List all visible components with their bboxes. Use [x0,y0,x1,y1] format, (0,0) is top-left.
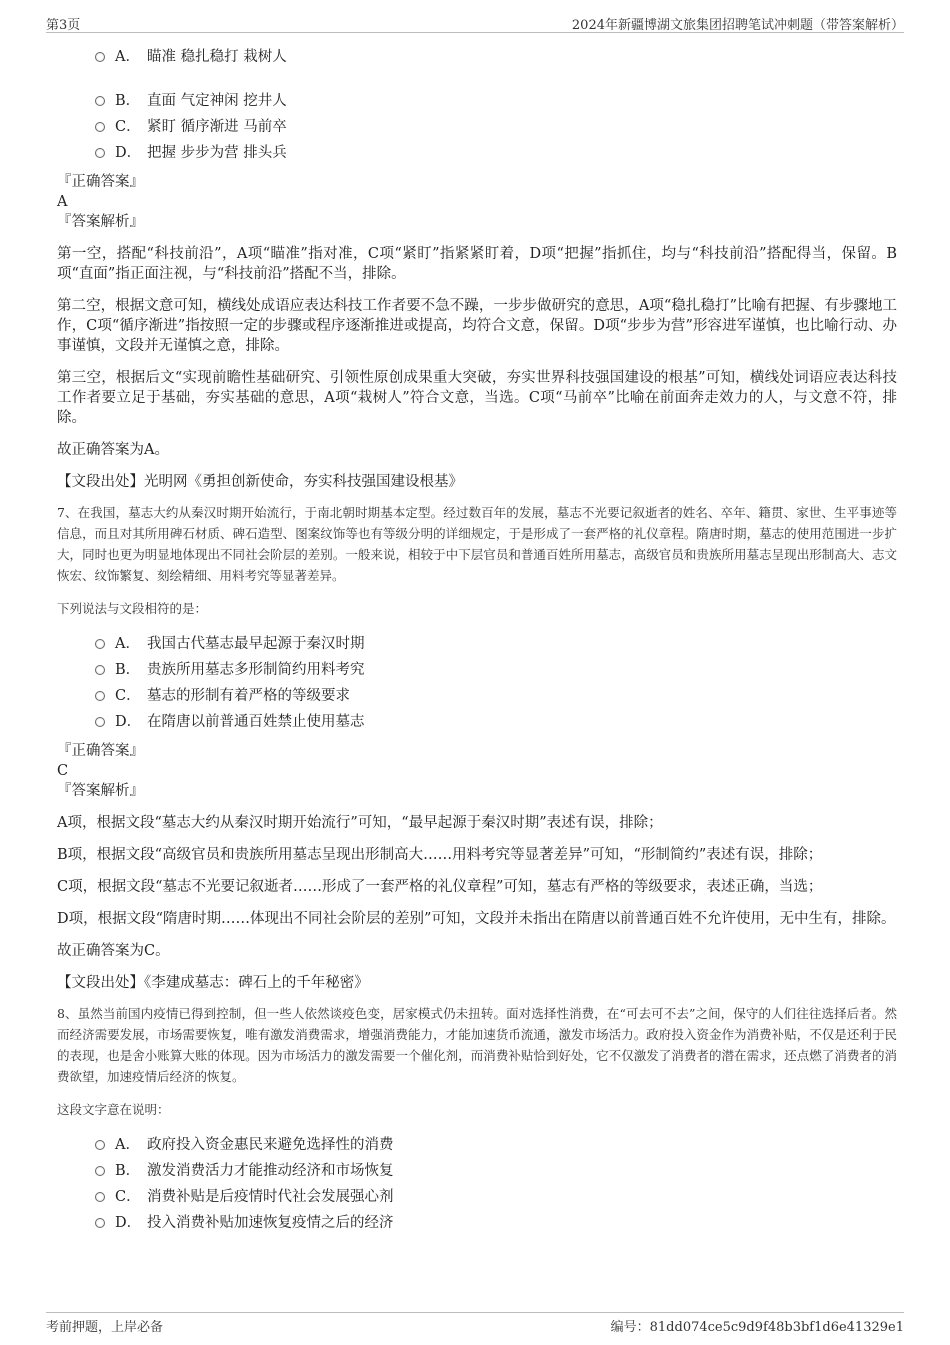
question-8-prompt: 这段文字意在说明： [57,1102,170,1117]
option-letter: B． [115,662,141,678]
page-header [46,12,904,33]
analysis-label: 『答案解析』 [57,214,144,230]
radio-icon[interactable] [95,148,105,158]
option-text: 政府投入资金惠民来避免选择性的消费 [147,1137,394,1153]
option-text: 激发消费活力才能推动经济和市场恢复 [147,1163,394,1179]
option-text: 贵族所用墓志多形制简约用料考究 [147,662,365,678]
option-text: 紧盯 循序渐进 马前卒 [147,119,287,135]
radio-icon[interactable] [95,691,105,701]
radio-icon[interactable] [95,1166,105,1176]
radio-icon[interactable] [95,639,105,649]
radio-icon[interactable] [95,52,105,62]
option-letter: A． [115,49,140,65]
option-letter: A． [115,636,140,652]
source-citation: 【文段出处】《李建成墓志：碑石上的千年秘密》 [57,975,369,991]
question-7-options [57,631,897,735]
question-7-prompt: 下列说法与文段相符的是： [57,601,208,616]
option-c[interactable] [57,683,897,709]
radio-icon[interactable] [95,1192,105,1202]
document-code: 编号：81dd074ce5c9d9f48b3bf1d6e41329e1 [610,1320,904,1335]
analysis-paragraph: 第二空，根据文意可知，横线处成语应表达科技工作者要不急不躁，一步步做研究的意思，A项“稳扎稳打”比喻有把握、有步骤地工作，C项“循序渐进”指按照一定的步骤或程序逐渐推进或提高，均符合文意，保留。D项“步步为营”形容进军谨慎，也比喻行动、办事谨慎，文段并无谨慎之意，排除。 [57,298,897,354]
option-text: 瞄准 稳扎稳打 栽树人 [147,49,287,65]
correct-answer: A [57,194,68,210]
option-letter: D． [115,1215,142,1231]
option-text: 直面 气定神闲 挖井人 [147,93,287,109]
option-text: 在隋唐以前普通百姓禁止使用墓志 [147,714,365,730]
radio-icon[interactable] [95,1218,105,1228]
analysis-paragraph: A项，根据文段“墓志大约从秦汉时期开始流行”可知，“最早起源于秦汉时期”表述有误，排除； [57,815,663,831]
block1-options [57,44,897,166]
source-citation: 【文段出处】光明网《勇担创新使命，夯实科技强国建设根基》 [57,474,463,490]
option-letter: A． [115,1137,140,1153]
analysis-conclusion: 故正确答案为A。 [57,442,169,458]
option-text: 投入消费补贴加速恢复疫情之后的经济 [147,1215,394,1231]
analysis-paragraph: 第一空，搭配“科技前沿”，A项“瞄准”指对准，C项“紧盯”指紧紧盯着，D项“把握”指抓住，均与“科技前沿”搭配得当，保留。B项“直面”指正面注视，与“科技前沿”搭配不当，排除。 [57,246,897,282]
page-content [57,40,897,1236]
option-letter: B． [115,1163,141,1179]
option-b[interactable] [57,657,897,683]
footer-slogan: 考前押题，上岸必备 [46,1320,164,1335]
correct-answer-label: 『正确答案』 [57,743,144,759]
option-letter: B． [115,93,141,109]
option-letter: C． [115,119,141,135]
option-a[interactable] [57,44,897,70]
option-text: 消费补贴是后疫情时代社会发展强心剂 [147,1189,394,1205]
question-8-options [57,1132,897,1236]
option-letter: D． [115,714,142,730]
option-b[interactable] [57,1158,897,1184]
page-footer [46,1312,904,1337]
correct-answer: C [57,763,69,779]
option-a[interactable] [57,631,897,657]
analysis-conclusion: 故正确答案为C。 [57,943,170,959]
analysis-label: 『答案解析』 [57,783,144,799]
option-text: 把握 步步为营 排头兵 [147,145,287,161]
analysis-paragraph: D项，根据文段“隋唐时期……体现出不同社会阶层的差别”可知，文段并未指出在隋唐以前普通百姓不允许使用，无中生有，排除。 [57,911,896,927]
analysis-paragraph: C项，根据文段“墓志不光要记叙逝者……形成了一套严格的礼仪章程”可知，墓志有严格的等级要求，表述正确，当选； [57,879,823,895]
correct-answer-label: 『正确答案』 [57,174,144,190]
option-letter: C． [115,688,141,704]
option-a[interactable] [57,1132,897,1158]
option-d[interactable] [57,1210,897,1236]
radio-icon[interactable] [95,717,105,727]
radio-icon[interactable] [95,96,105,106]
radio-icon[interactable] [95,122,105,132]
option-letter: C． [115,1189,141,1205]
option-text: 墓志的形制有着严格的等级要求 [147,688,350,704]
option-c[interactable] [57,1184,897,1210]
option-b[interactable] [57,88,897,114]
question-7-passage: 7、在我国，墓志大约从秦汉时期开始流行，于南北朝时期基本定型。经过数百年的发展，墓志不光要记叙逝者的姓名、卒年、籍贯、家世、生平事迹等信息，而且对其所用碑石材质、碑石造型、图案纹饰等也有等级分明的详细规定，于是形成了一套严格的礼仪章程。隋唐时期，墓志的使用范围进一步扩大，同时也更为明显地体现出不同社会阶层的差别。一般来说，相较于中下层官员和普通百姓所用墓志，高级官员和贵族所用墓志呈现出形制高大、志文恢宏、纹饰繁复、刻绘精细、用料考究等显著差异。 [57,505,897,583]
analysis-paragraph: B项，根据文段“高级官员和贵族所用墓志呈现出形制高大……用料考究等显著差异”可知，“形制简约”表述有误，排除； [57,847,823,863]
option-d[interactable] [57,709,897,735]
radio-icon[interactable] [95,665,105,675]
page-number: 第3页 [46,18,81,33]
option-text: 我国古代墓志最早起源于秦汉时期 [147,636,365,652]
document-title: 2024年新疆博湖文旅集团招聘笔试冲刺题（带答案解析） [571,18,904,33]
option-c[interactable] [57,114,897,140]
option-letter: D． [115,145,142,161]
option-d[interactable] [57,140,897,166]
analysis-paragraph: 第三空，根据后文“实现前瞻性基础研究、引领性原创成果重大突破，夯实世界科技强国建设的根基”可知，横线处词语应表达科技工作者要立足于基础，夯实基础的意思，A项“栽树人”符合文意，当选。C项“马前卒”比喻在前面奔走效力的人，与文意不符，排除。 [57,370,897,426]
question-8-passage: 8、虽然当前国内疫情已得到控制，但一些人依然谈疫色变，居家模式仍未扭转。面对选择性消费，在“可去可不去”之间，保守的人们往往选择后者。然而经济需要发展，市场需要恢复，唯有激发消费需求，增强消费能力，才能加速货币流通，激发市场活力。政府投入资金作为消费补贴，不仅是还利于民的表现，也是舍小账算大账的体现。因为市场活力的激发需要一个催化剂，而消费补贴恰到好处，它不仅激发了消费者的潜在需求，还点燃了消费者的消费欲望，加速疫情后经济的恢复。 [57,1006,897,1084]
radio-icon[interactable] [95,1140,105,1150]
